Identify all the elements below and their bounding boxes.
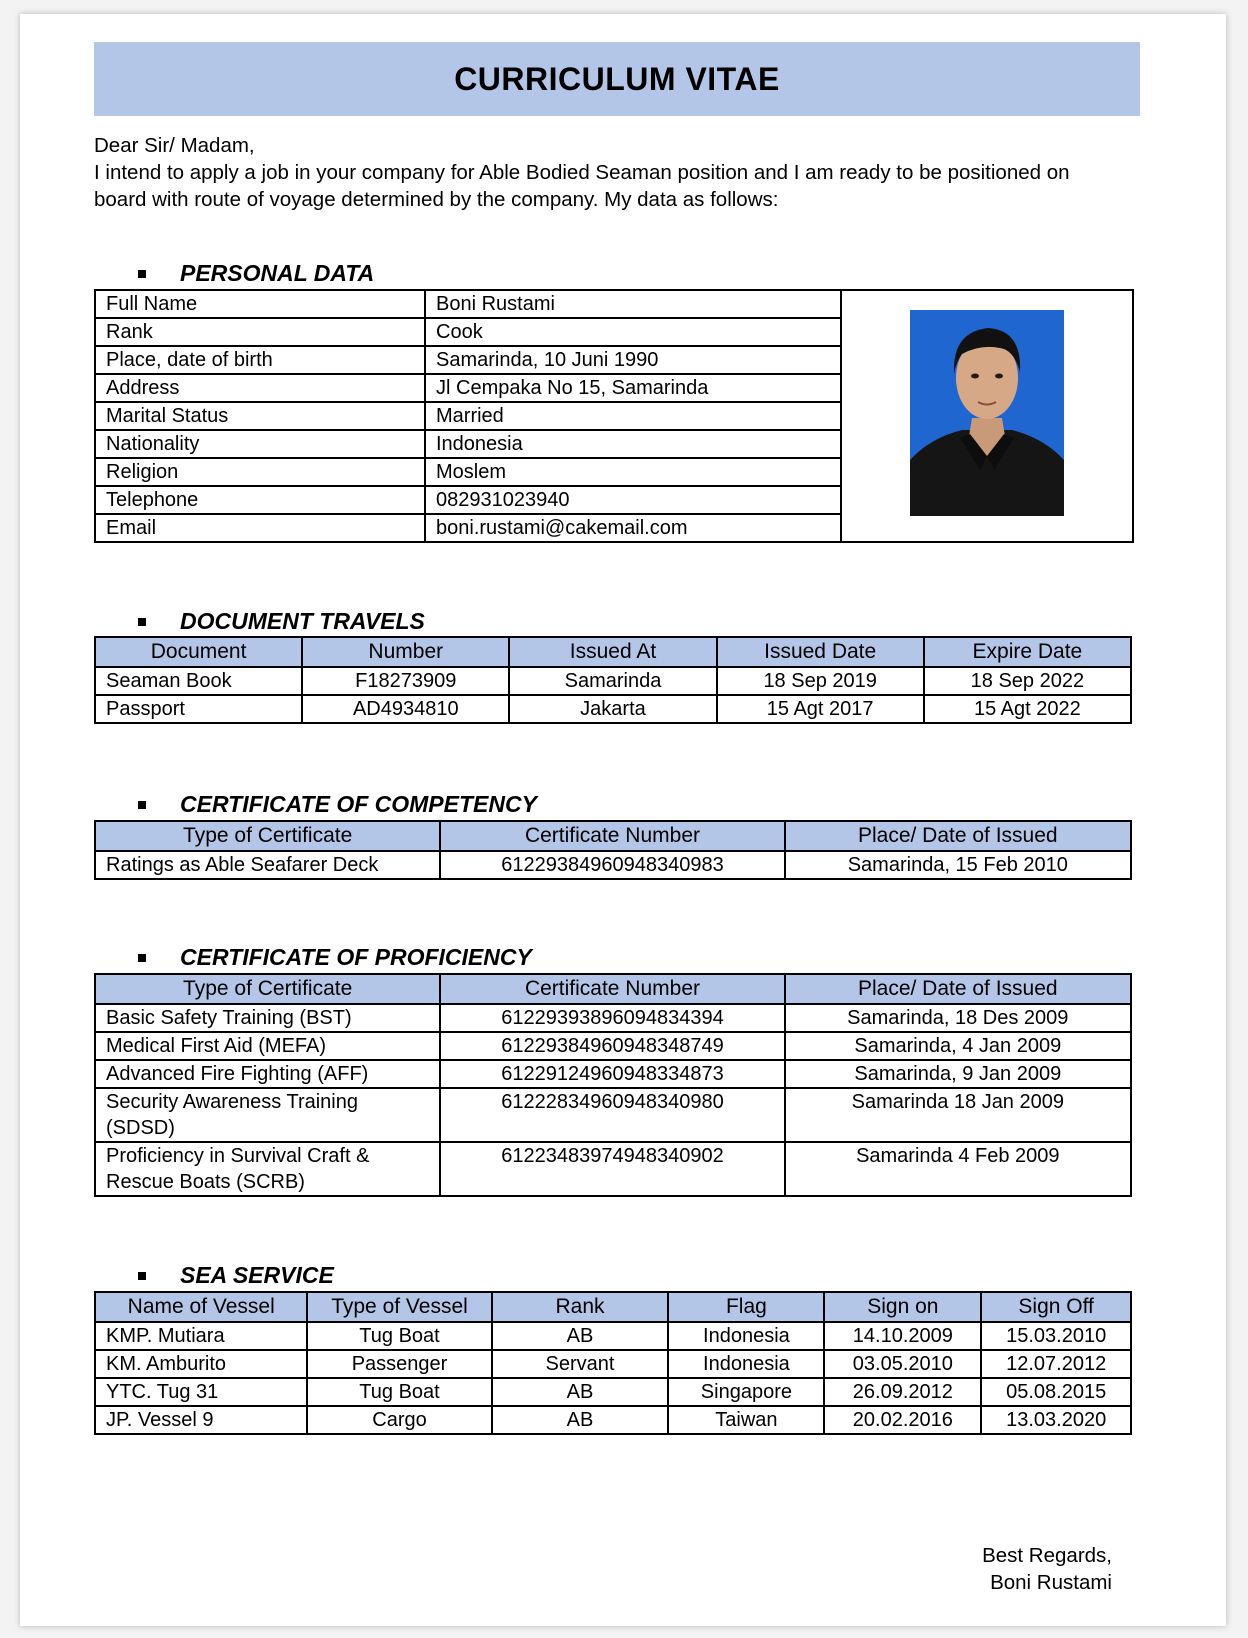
table-row — [95, 290, 1133, 318]
signer-name: Boni Rustami — [990, 1571, 1112, 1594]
table-cell: 61229384960948348749 — [440, 1032, 784, 1060]
table-cell: Servant — [492, 1350, 669, 1378]
table-cell: 20.02.2016 — [824, 1406, 981, 1434]
greeting: Dear Sir/ Madam, — [94, 134, 255, 157]
label-cell: Telephone — [95, 486, 425, 514]
label-cell: Full Name — [95, 290, 425, 318]
table-cell: JP. Vessel 9 — [95, 1406, 307, 1434]
table-cell: 61223483974948340902 — [440, 1142, 784, 1196]
column-header: Place/ Date of Issued — [785, 821, 1131, 851]
table-header-row — [95, 821, 1131, 851]
table-cell: 15 Agt 2022 — [924, 695, 1131, 723]
bullet-icon — [138, 954, 146, 962]
table-cell: AB — [492, 1406, 669, 1434]
table-cell: Tug Boat — [307, 1322, 491, 1350]
closing — [982, 1542, 1112, 1596]
table-row — [95, 1350, 1131, 1378]
photo-cell — [841, 290, 1133, 542]
table-row — [95, 1322, 1131, 1350]
portrait-icon — [910, 310, 1064, 516]
table-row — [95, 695, 1131, 723]
table-cell: 14.10.2009 — [824, 1322, 981, 1350]
table-cell: Samarinda — [509, 667, 716, 695]
personal-data-table — [94, 289, 1134, 543]
letter-line-1: I intend to apply a job in your company for Able Bodied Seaman position and I am ready to be positioned on — [94, 161, 1070, 184]
column-header: Issued Date — [717, 637, 924, 667]
column-header: Number — [302, 637, 509, 667]
label-cell: Nationality — [95, 430, 425, 458]
table-row — [95, 1060, 1131, 1088]
section-personal-data — [138, 260, 374, 287]
cv-page — [20, 14, 1226, 1626]
table-cell: 12.07.2012 — [981, 1350, 1131, 1378]
table-cell: KMP. Mutiara — [95, 1322, 307, 1350]
value-cell: Cook — [425, 318, 841, 346]
table-cell: 18 Sep 2019 — [717, 667, 924, 695]
table-cell: F18273909 — [302, 667, 509, 695]
table-cell: 13.03.2020 — [981, 1406, 1131, 1434]
table-cell: AB — [492, 1322, 669, 1350]
table-cell: Cargo — [307, 1406, 491, 1434]
section-heading: CERTIFICATE OF COMPETENCY — [180, 791, 537, 817]
table-cell: Samarinda, 4 Jan 2009 — [785, 1032, 1131, 1060]
table-header-row — [95, 637, 1131, 667]
cover-letter — [94, 132, 1140, 213]
column-header: Sign Off — [981, 1292, 1131, 1322]
table-cell: Singapore — [668, 1378, 824, 1406]
table-row — [95, 1406, 1131, 1434]
table-cell: Indonesia — [668, 1350, 824, 1378]
section-certificate-of-proficiency — [138, 944, 532, 971]
column-header: Rank — [492, 1292, 669, 1322]
value-cell: Boni Rustami — [425, 290, 841, 318]
column-header: Certificate Number — [440, 974, 784, 1004]
section-document-travels — [138, 608, 425, 635]
table-cell: Samarinda 4 Feb 2009 — [785, 1142, 1131, 1196]
column-header: Type of Certificate — [95, 974, 440, 1004]
label-cell: Email — [95, 514, 425, 542]
section-sea-service — [138, 1262, 334, 1289]
value-cell: Samarinda, 10 Juni 1990 — [425, 346, 841, 374]
table-cell: 61229384960948340983 — [440, 851, 784, 879]
column-header: Type of Certificate — [95, 821, 440, 851]
column-header: Sign on — [824, 1292, 981, 1322]
table-cell: Tug Boat — [307, 1378, 491, 1406]
table-row — [95, 1142, 1131, 1196]
table-header-row — [95, 1292, 1131, 1322]
table-row — [95, 1378, 1131, 1406]
column-header: Name of Vessel — [95, 1292, 307, 1322]
table-cell: Basic Safety Training (BST) — [95, 1004, 440, 1032]
document-travels-table — [94, 636, 1132, 724]
page-title: CURRICULUM VITAE — [94, 42, 1140, 116]
bullet-icon — [138, 801, 146, 809]
table-cell: 05.08.2015 — [981, 1378, 1131, 1406]
label-cell: Address — [95, 374, 425, 402]
competency-table — [94, 820, 1132, 880]
bullet-icon — [138, 618, 146, 626]
table-cell: Medical First Aid (MEFA) — [95, 1032, 440, 1060]
table-cell: 61222834960948340980 — [440, 1088, 784, 1142]
table-cell: 61229124960948334873 — [440, 1060, 784, 1088]
table-cell: Passenger — [307, 1350, 491, 1378]
table-cell: Taiwan — [668, 1406, 824, 1434]
value-cell: Married — [425, 402, 841, 430]
column-header: Flag — [668, 1292, 824, 1322]
column-header: Expire Date — [924, 637, 1131, 667]
table-cell: AB — [492, 1378, 669, 1406]
bullet-icon — [138, 1272, 146, 1280]
sea-service-table — [94, 1291, 1132, 1435]
table-cell: 61229393896094834394 — [440, 1004, 784, 1032]
section-heading: DOCUMENT TRAVELS — [180, 608, 425, 634]
table-row — [95, 1004, 1131, 1032]
table-cell: Ratings as Able Seafarer Deck — [95, 851, 440, 879]
table-cell: 15 Agt 2017 — [717, 695, 924, 723]
label-cell: Rank — [95, 318, 425, 346]
table-cell: AD4934810 — [302, 695, 509, 723]
proficiency-table — [94, 973, 1132, 1197]
label-cell: Religion — [95, 458, 425, 486]
table-cell: Security Awareness Training (SDSD) — [95, 1088, 440, 1142]
table-header-row — [95, 974, 1131, 1004]
table-cell: 15.03.2010 — [981, 1322, 1131, 1350]
table-cell: KM. Amburito — [95, 1350, 307, 1378]
regards-text: Best Regards, — [982, 1544, 1112, 1567]
table-row — [95, 1032, 1131, 1060]
table-cell: Samarinda, 18 Des 2009 — [785, 1004, 1131, 1032]
value-cell: 082931023940 — [425, 486, 841, 514]
table-row — [95, 1088, 1131, 1142]
table-cell: Samarinda 18 Jan 2009 — [785, 1088, 1131, 1142]
label-cell: Marital Status — [95, 402, 425, 430]
table-cell: Proficiency in Survival Craft & Rescue Boats (SCRB) — [95, 1142, 440, 1196]
section-heading: PERSONAL DATA — [180, 260, 375, 286]
column-header: Type of Vessel — [307, 1292, 491, 1322]
value-cell: Jl Cempaka No 15, Samarinda — [425, 374, 841, 402]
section-heading: CERTIFICATE OF PROFICIENCY — [180, 944, 532, 970]
table-cell: 26.09.2012 — [824, 1378, 981, 1406]
column-header: Certificate Number — [440, 821, 784, 851]
profile-photo — [910, 310, 1064, 516]
bullet-icon — [138, 270, 146, 278]
table-cell: Seaman Book — [95, 667, 302, 695]
table-cell: 18 Sep 2022 — [924, 667, 1131, 695]
value-cell: boni.rustami@cakemail.com — [425, 514, 841, 542]
table-cell: Jakarta — [509, 695, 716, 723]
table-cell: 03.05.2010 — [824, 1350, 981, 1378]
column-header: Place/ Date of Issued — [785, 974, 1131, 1004]
value-cell: Indonesia — [425, 430, 841, 458]
column-header: Document — [95, 637, 302, 667]
table-cell: Advanced Fire Fighting (AFF) — [95, 1060, 440, 1088]
column-header: Issued At — [509, 637, 716, 667]
table-cell: Samarinda, 15 Feb 2010 — [785, 851, 1131, 879]
table-cell: Samarinda, 9 Jan 2009 — [785, 1060, 1131, 1088]
value-cell: Moslem — [425, 458, 841, 486]
section-heading: SEA SERVICE — [180, 1262, 334, 1288]
table-cell: YTC. Tug 31 — [95, 1378, 307, 1406]
table-cell: Indonesia — [668, 1322, 824, 1350]
section-certificate-of-competency — [138, 791, 537, 818]
letter-line-2: board with route of voyage determined by the company. My data as follows: — [94, 188, 779, 211]
table-row — [95, 667, 1131, 695]
label-cell: Place, date of birth — [95, 346, 425, 374]
table-row — [95, 851, 1131, 879]
table-cell: Passport — [95, 695, 302, 723]
